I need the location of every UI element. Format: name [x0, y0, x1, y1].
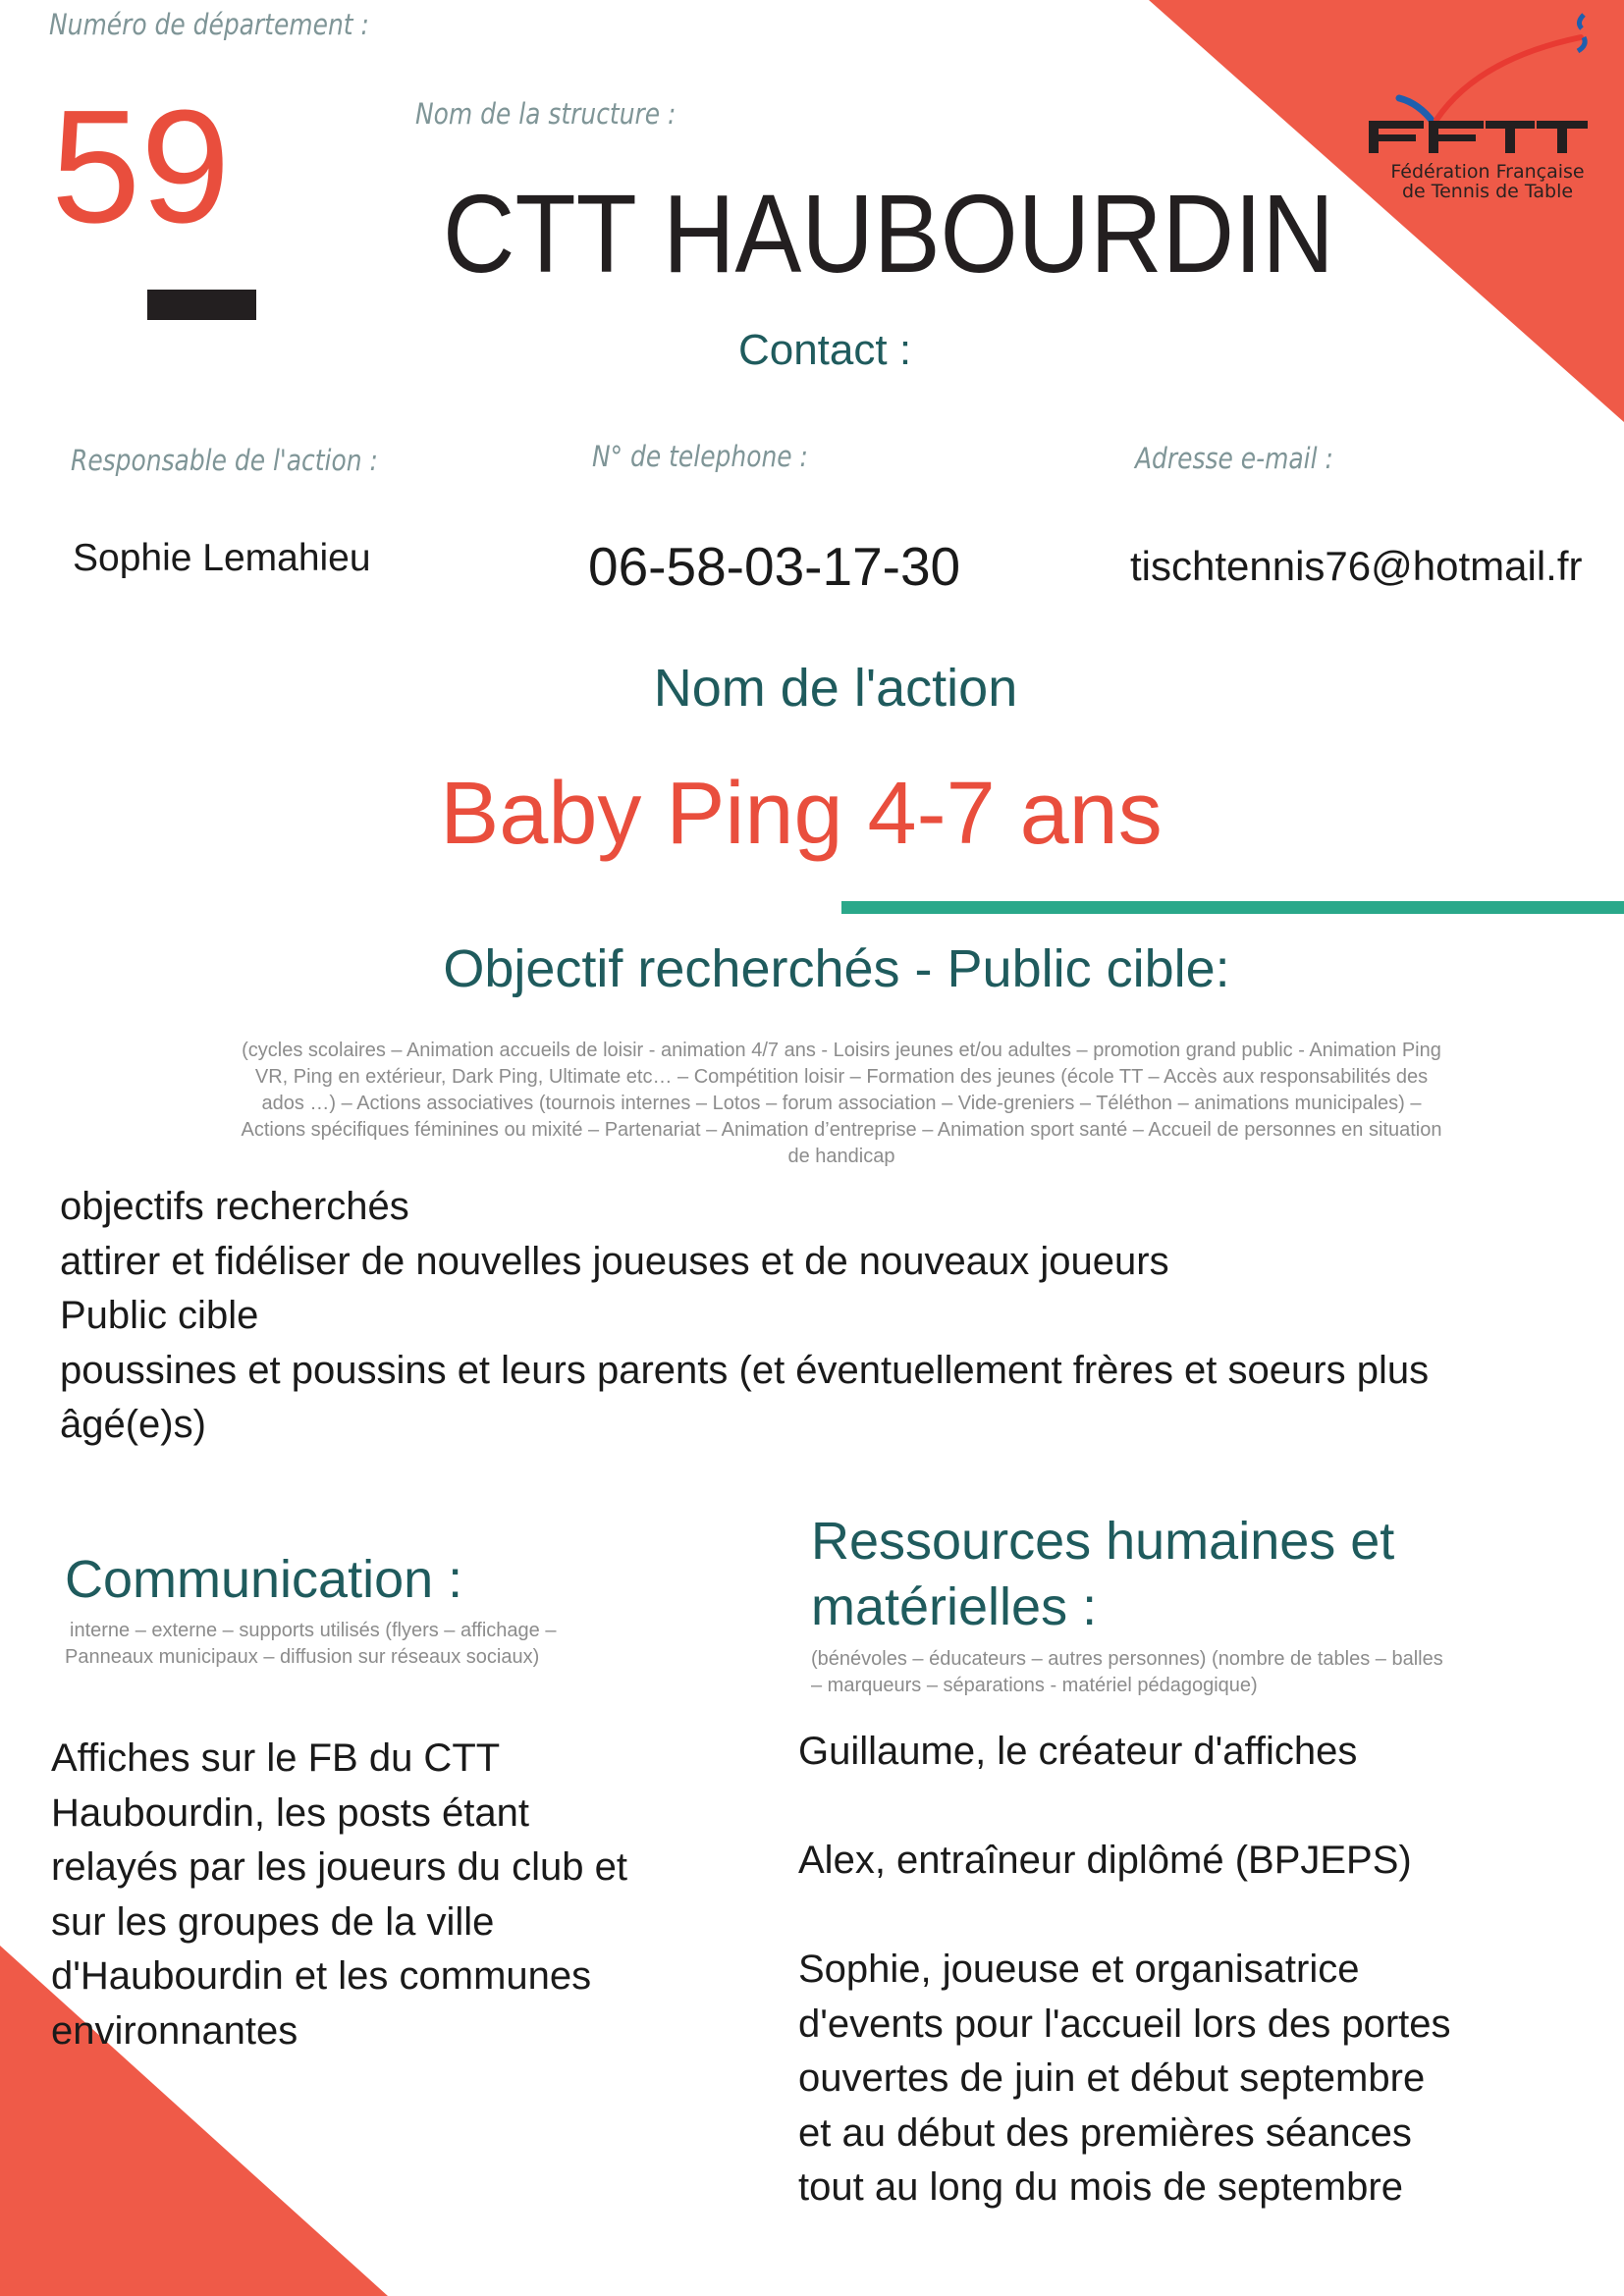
hint-line: (bénévoles – éducateurs – autres personnes) (nombre de tables – balles: [811, 1648, 1443, 1670]
responsible-label: Responsable de l'action :: [71, 444, 378, 477]
body-line: ouvertes de juin et début septembre: [798, 2056, 1426, 2100]
body-line: environnantes: [51, 2008, 298, 2053]
body-line: d'Haubourdin et les communes: [51, 1954, 592, 1998]
fftt-logo-text: [1380, 162, 1596, 201]
green-divider-bar: [841, 901, 1624, 914]
hint-line: interne – externe – supports utilisés (flyers – affichage –: [70, 1620, 557, 1641]
communication-hint: [65, 1618, 556, 1671]
hint-line: Panneaux municipaux – diffusion sur réseaux sociaux): [65, 1646, 540, 1668]
hint-line: Actions spécifiques féminines ou mixité – Partenariat – Animation d’entreprise – Animation sport santé – Accueil de personnes en situation: [241, 1119, 1442, 1141]
logo-line-1: Fédération Française: [1390, 161, 1585, 183]
body-line: tout au long du mois de septembre: [798, 2165, 1403, 2209]
body-line: poussines et poussins et leurs parents (et éventuellement frères et soeurs plus: [60, 1348, 1430, 1392]
black-bar: [147, 290, 256, 320]
communication-body: [51, 1732, 627, 2058]
resources-title: [811, 1509, 1394, 1640]
hint-line: – marqueurs – séparations - matériel pédagogique): [811, 1675, 1258, 1696]
resources-hint: [811, 1646, 1443, 1699]
objectives-hint: [147, 1038, 1536, 1170]
body-line: attirer et fidéliser de nouvelles joueuses et de nouveaux joueurs: [60, 1239, 1169, 1283]
action-name: Baby Ping 4-7 ans: [440, 765, 1163, 863]
structure-label: Nom de la structure :: [415, 97, 677, 131]
logo-line-2: de Tennis de Table: [1401, 181, 1574, 202]
body-line: Affiches sur le FB du CTT: [51, 1736, 501, 1780]
responsible-name: Sophie Lemahieu: [73, 537, 371, 579]
body-line: et au début des premières séances: [798, 2110, 1412, 2155]
communication-title: Communication :: [65, 1550, 463, 1609]
hint-line: (cycles scolaires – Animation accueils de loisir - animation 4/7 ans - Loisirs jeunes et/ou adultes – promotion grand public - Animation Ping: [242, 1040, 1441, 1061]
blank-line: [798, 1780, 1451, 1835]
body-line: relayés par les joueurs du club et: [51, 1845, 627, 1889]
body-line: Alex, entraîneur diplômé (BPJEPS): [798, 1839, 1412, 1882]
email-label: Adresse e-mail :: [1135, 442, 1333, 475]
hint-line: ados …) – Actions associatives (tournois internes – Lotos – forum association – Vide-greniers – Téléthon – animations municipales) –: [261, 1093, 1422, 1114]
blank-line: [798, 1889, 1451, 1944]
objectives-title: Objectif recherchés - Public cible:: [443, 939, 1230, 998]
objectives-body: [60, 1180, 1429, 1453]
fftt-logo: [1360, 10, 1605, 206]
body-line: objectifs recherchés: [60, 1185, 409, 1228]
body-line: Haubourdin, les posts étant: [51, 1790, 529, 1835]
resources-body: [798, 1725, 1451, 2216]
fftt-logo-mark: [1360, 10, 1605, 167]
hint-line: de handicap: [787, 1146, 895, 1167]
body-line: âgé(e)s): [60, 1403, 206, 1446]
title-line: Ressources humaines et: [811, 1512, 1395, 1571]
structure-name: CTT HAUBOURDIN: [443, 172, 1334, 295]
department-label: Numéro de département :: [49, 8, 369, 41]
department-number: 59: [51, 77, 231, 256]
body-line: Sophie, joueuse et organisatrice: [798, 1948, 1360, 1991]
body-line: sur les groupes de la ville: [51, 1899, 495, 1944]
body-line: Guillaume, le créateur d'affiches: [798, 1730, 1358, 1773]
body-line: d'events pour l'accueil lors des portes: [798, 2002, 1451, 2046]
phone-number: 06-58-03-17-30: [588, 536, 961, 597]
phone-label: N° de telephone :: [592, 440, 808, 473]
email-address: tischtennis76@hotmail.fr: [1130, 543, 1583, 589]
body-line: Public cible: [60, 1294, 259, 1337]
action-title: Nom de l'action: [653, 659, 1018, 718]
contact-title: Contact :: [737, 326, 912, 374]
title-line: matérielles :: [811, 1577, 1098, 1636]
hint-line: VR, Ping en extérieur, Dark Ping, Ultimate etc… – Compétition loisir – Formation des jeunes (école TT – Accès aux responsabilités des: [254, 1066, 1429, 1088]
